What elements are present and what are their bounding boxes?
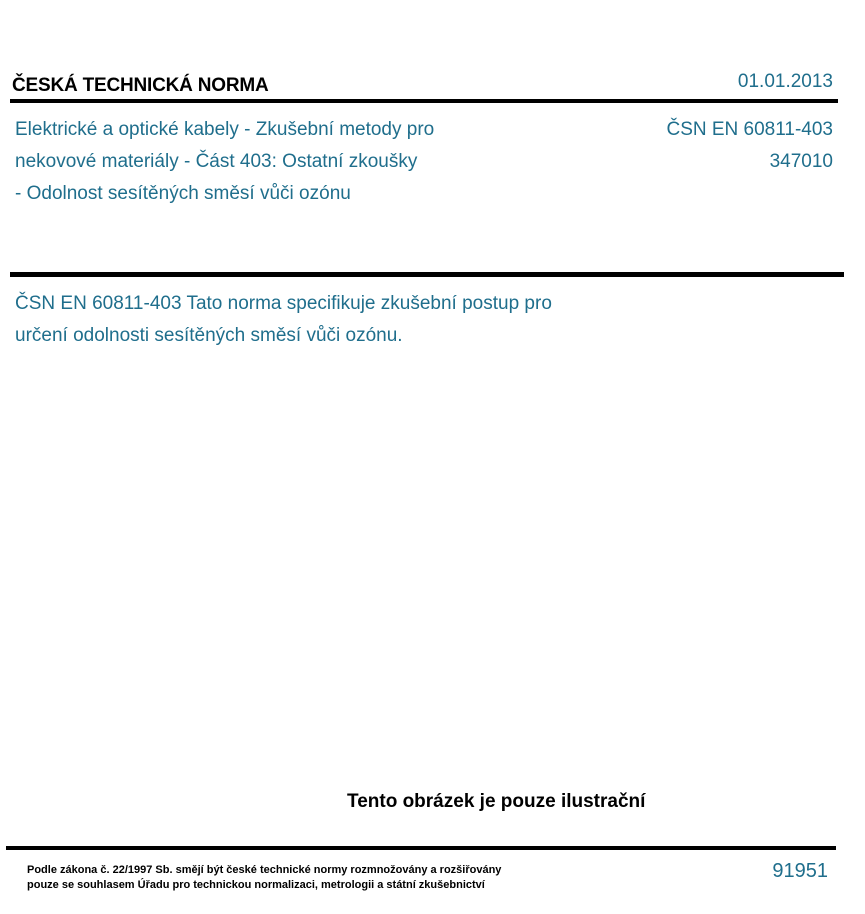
- header-divider: [10, 99, 838, 103]
- title-line: - Odolnost sesítěných směsí vůči ozónu: [15, 183, 351, 204]
- standard-code: ČSN EN 60811-403: [666, 119, 833, 140]
- class-code: 347010: [769, 151, 833, 172]
- publication-date: 01.01.2013: [737, 71, 833, 92]
- illustration-disclaimer: Tento obrázek je pouze ilustrační: [347, 791, 646, 812]
- description-line: ČSN EN 60811-403 Tato norma specifikuje zkušební postup pro: [15, 293, 552, 314]
- footer-divider: [6, 846, 836, 850]
- title-line: Elektrické a optické kabely - Zkušební metody pro: [15, 119, 435, 140]
- document-title: [15, 114, 535, 210]
- norm-type-heading: ČESKÁ TECHNICKÁ NORMA: [12, 75, 269, 96]
- section-divider: [10, 272, 844, 277]
- document-description: [15, 288, 715, 352]
- document-id: 91951: [772, 860, 828, 882]
- title-line: nekovové materiály - Část 403: Ostatní zkoušky: [15, 151, 418, 172]
- description-line: určení odolnosti sesítěných směsí vůči ozónu.: [15, 325, 403, 346]
- document-codes: [666, 114, 833, 178]
- legal-line: pouze se souhlasem Úřadu pro technickou normalizaci, metrologii a státní zkušebnictví: [27, 879, 485, 891]
- legal-line: Podle zákona č. 22/1997 Sb. smějí být české technické normy rozmnožovány a rozšiřovány: [27, 864, 502, 876]
- legal-notice: [27, 863, 501, 893]
